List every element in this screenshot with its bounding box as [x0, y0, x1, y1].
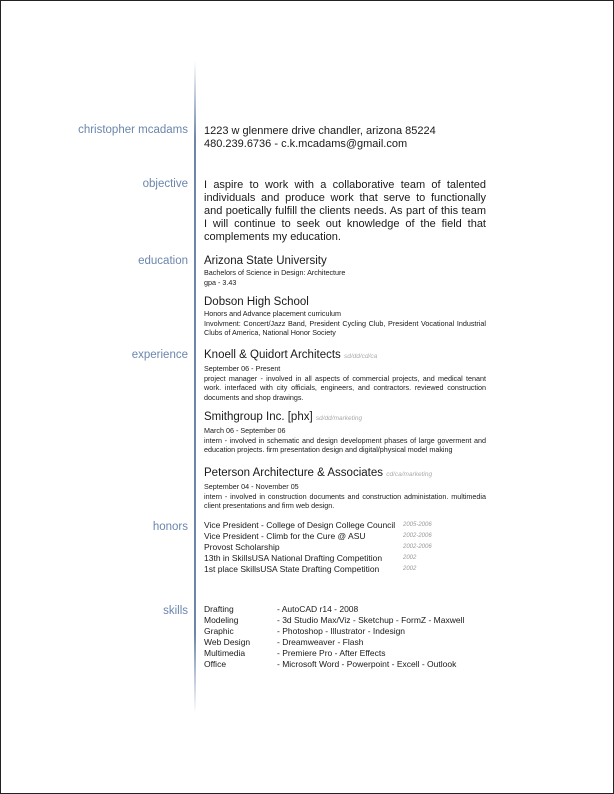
objective-text: I aspire to work with a collaborative team of talented individuals and produce work that serve to functionally and poetically fulfill the clients needs. As part of this team I will continue to seek out knowledge of the field that complements my education. — [204, 179, 486, 243]
skill-category: Modeling — [204, 615, 239, 625]
honor-title: Vice President - Climb for the Cure @ ASU — [204, 531, 366, 541]
skill-items: - 3d Studio Max/Viz - Sketchup - FormZ - Maxwell — [277, 615, 465, 625]
education-entry — [204, 254, 486, 287]
honor-year: 2002-2006 — [403, 533, 432, 539]
skill-items: - Dreamweaver - Flash — [277, 637, 364, 647]
gpa: gpa - 3.43 — [204, 277, 237, 287]
description: intern - involved in schematic and design development phases of large goverment and education projects. firm presentation design and digital/physical model making — [204, 435, 486, 454]
honor-title: Vice President - College of Design College Council — [204, 520, 396, 530]
honor-year: 2002 — [403, 566, 417, 572]
vertical-divider — [194, 61, 196, 713]
skill-category: Office — [204, 659, 227, 669]
skill-items: - Photoshop - Illustrator - Indesign — [277, 626, 406, 636]
skill-items: - Premiere Pro - After Effects — [277, 648, 386, 658]
experience-entry — [204, 348, 486, 402]
degree: Bachelors of Science in Design: Architecture — [204, 268, 346, 277]
school-name: Dobson High School — [204, 296, 309, 308]
honor-year: 2002-2006 — [403, 544, 432, 550]
dates: September 04 - November 05 — [204, 482, 299, 491]
firm-name: Smithgroup Inc. [phx] — [204, 411, 313, 423]
section-label-skills: skills — [163, 605, 188, 617]
skill-items: - Microsoft Word - Powerpoint - Excell - Outlook — [277, 659, 457, 669]
phase-tag: cd/ca/marketing — [386, 471, 433, 478]
description: intern - involved in construction documents and construction administation. multimedia client presentations and firm web design. — [204, 491, 486, 510]
involvement: Involvment: Concert/Jazz Band, President Cycling Club, President Vocational Industrial Clubs of America, National Honor Society — [204, 318, 486, 337]
description: project manager - involved in all aspects of commercial projects, and medical tenant work. interfaced with city officials, engineers, and contractors. reviewed construction documents and shop drawings. — [204, 373, 486, 402]
phase-tag: sd/dd/cd/ca — [344, 353, 378, 360]
honor-title: 13th in SkillsUSA National Drafting Competition — [204, 553, 383, 563]
skill-category: Multimedia — [204, 648, 246, 658]
firm-name: Peterson Architecture & Associates — [204, 467, 383, 479]
section-label-education: education — [138, 255, 188, 267]
name-heading: christopher mcadams — [78, 124, 188, 136]
honor-title: 1st place SkillsUSA State Drafting Competition — [204, 564, 380, 574]
section-label-objective: objective — [142, 178, 188, 190]
skill-items: - AutoCAD r14 - 2008 — [277, 604, 359, 614]
honor-year: 2002 — [403, 555, 417, 561]
experience-entry — [204, 410, 486, 455]
phase-tag: sd/dd/marketing — [315, 415, 363, 422]
address: 1223 w glenmere drive chandler, arizona 85224 — [204, 125, 436, 137]
skill-category: Drafting — [204, 604, 234, 614]
section-label-experience: experience — [131, 349, 188, 361]
skill-category: Graphic — [204, 626, 234, 636]
honor-year: 2005-2006 — [403, 522, 432, 528]
section-label-honors: honors — [152, 521, 188, 533]
school-name: Arizona State University — [204, 255, 327, 267]
dates: March 06 - September 06 — [204, 426, 286, 435]
dates: September 06 - Present — [204, 364, 281, 373]
curriculum: Honors and Advance placement curriculum — [204, 309, 342, 318]
education-entry — [204, 295, 486, 338]
contact-block — [204, 125, 486, 151]
honor-title: Provost Scholarship — [204, 542, 280, 552]
firm-name: Knoell & Quidort Architects — [204, 349, 341, 361]
contact-line: 480.239.6736 - c.k.mcadams@gmail.com — [204, 138, 408, 150]
experience-entry — [204, 466, 486, 511]
skill-category: Web Design — [204, 637, 251, 647]
